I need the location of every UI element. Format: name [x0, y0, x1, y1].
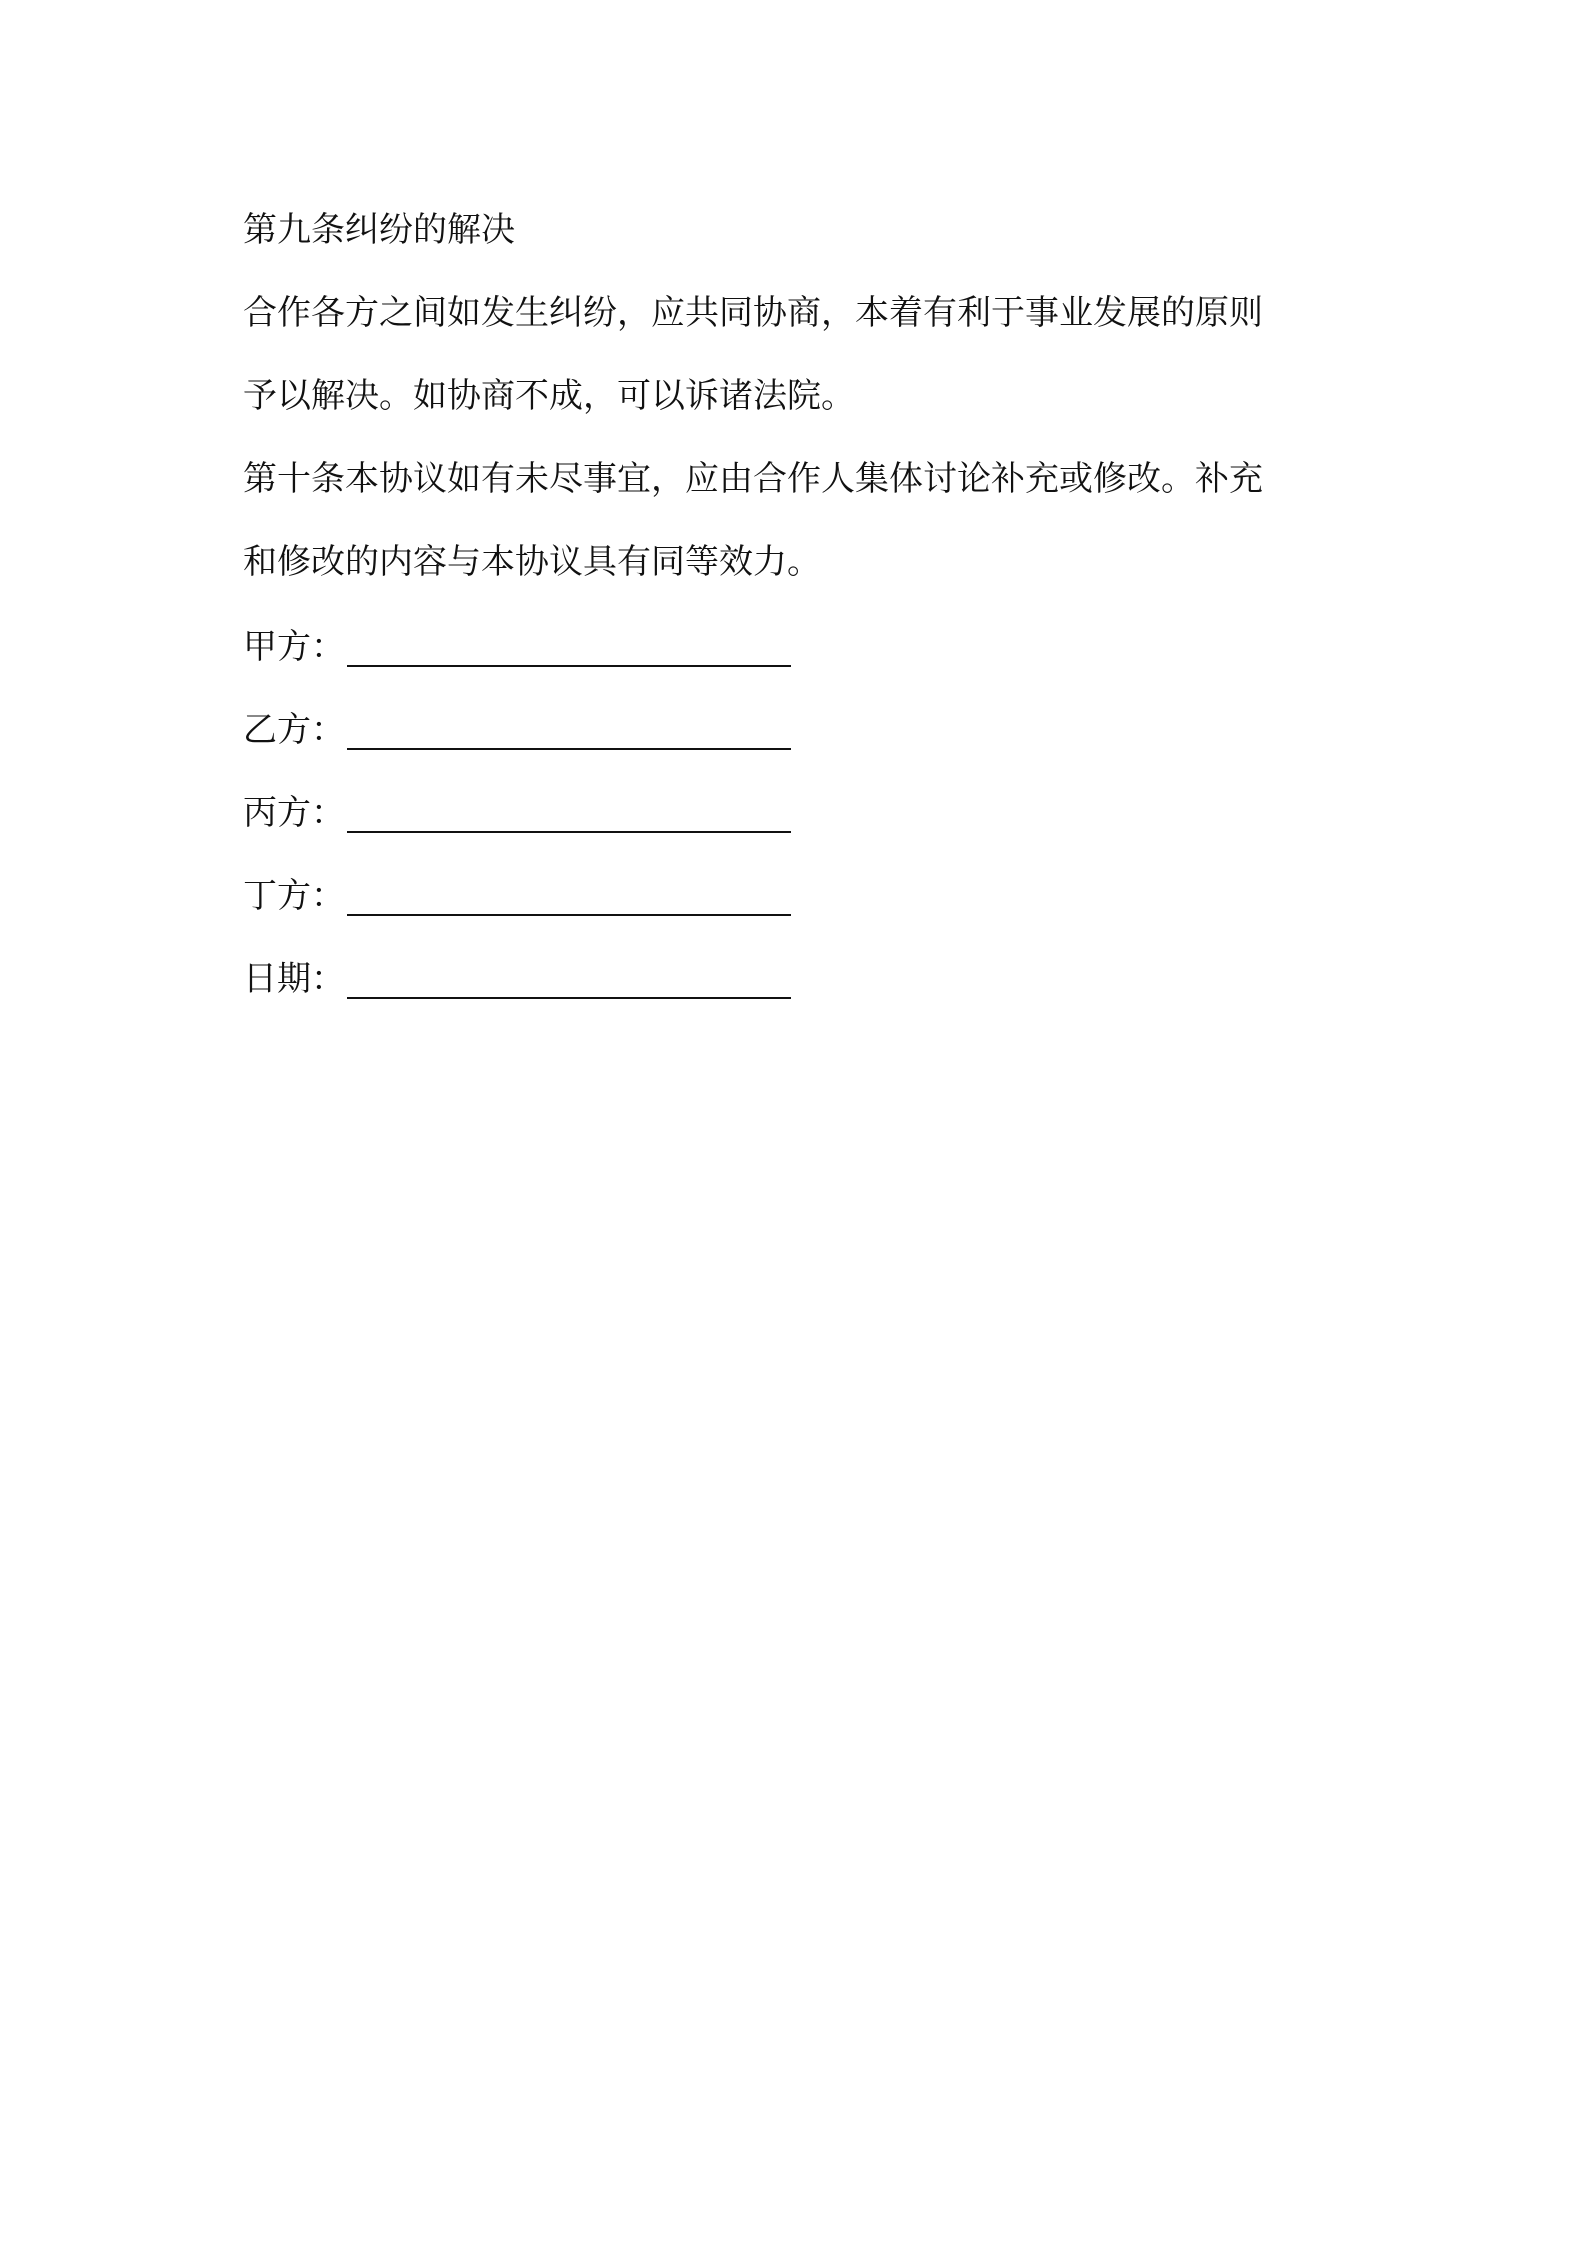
signature-blank-line[interactable] [347, 635, 791, 667]
signature-party-c [243, 793, 791, 833]
signature-date [243, 959, 791, 999]
article-10-text-line-2: 和修改的内容与本协议具有同等效力。 [243, 542, 821, 582]
signature-label: 日期： [243, 959, 345, 999]
article-9-text-line-2: 予以解决。如协商不成，可以诉诸法院。 [243, 376, 855, 416]
signature-label: 丁方： [243, 876, 345, 916]
signature-party-a [243, 627, 791, 667]
article-10-text-line-1: 第十条本协议如有未尽事宜，应由合作人集体讨论补充或修改。补充 [243, 459, 1263, 499]
signature-blank-line[interactable] [347, 884, 791, 916]
article-9-heading: 第九条纠纷的解决 [243, 210, 515, 250]
signature-blank-line[interactable] [347, 967, 791, 999]
article-9-text-line-1: 合作各方之间如发生纠纷，应共同协商，本着有利于事业发展的原则 [243, 293, 1263, 333]
signature-label: 甲方： [243, 627, 345, 667]
signature-label: 乙方： [243, 710, 345, 750]
signature-party-d [243, 876, 791, 916]
signature-party-b [243, 710, 791, 750]
signature-label: 丙方： [243, 793, 345, 833]
signature-blank-line[interactable] [347, 718, 791, 750]
signature-blank-line[interactable] [347, 801, 791, 833]
